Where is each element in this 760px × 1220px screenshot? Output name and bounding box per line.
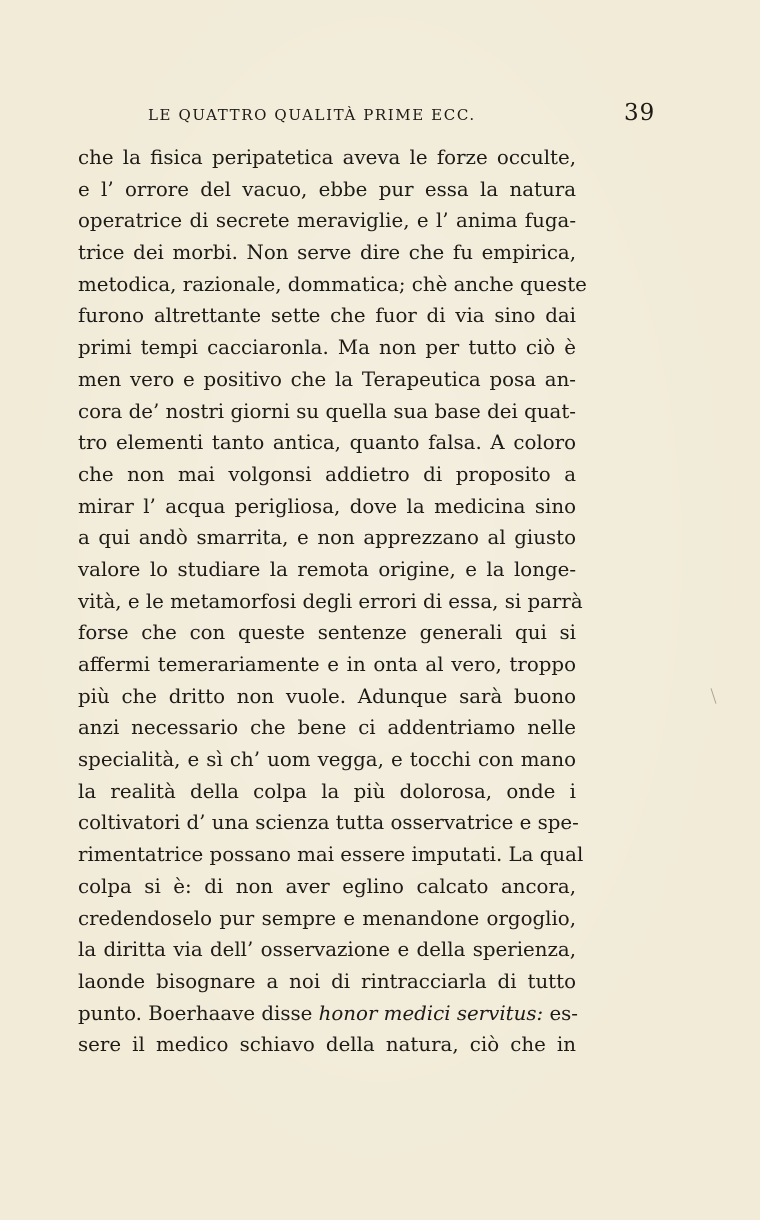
text-line: coltivatori d’ una scienza tutta osservatrice e spe- xyxy=(78,811,579,835)
latin-quote: honor medici servitus: xyxy=(318,1001,544,1025)
text-line: vità, e le metamorfosi degli errori di essa, si parrà xyxy=(78,589,583,613)
text-line: affermi temerariamente e in onta al vero, troppo xyxy=(78,653,576,676)
text-line: forse che con queste sentenze generali qui si xyxy=(78,621,576,645)
text-line xyxy=(78,998,576,1030)
text-line: men vero e positivo che la Terapeutica posa an- xyxy=(78,367,576,391)
text-line: cora de’ nostri giorni su quella sua base dei quat- xyxy=(78,399,576,423)
body-text xyxy=(78,142,587,1061)
text-line: furono altrettante sette che fuor di via sino dai xyxy=(78,304,576,328)
text-line: sere il medico schiavo della natura, ciò che in xyxy=(78,1033,576,1057)
text-line: colpa si è: di non aver eglino calcato ancora, xyxy=(78,874,576,898)
text-line: la diritta via dell’ osservazione e della sperienza, xyxy=(78,938,576,962)
text-line: credendoselo pur sempre e menandone orgoglio, xyxy=(78,906,576,930)
running-head: LE QUATTRO QUALITÀ PRIME ECC. xyxy=(148,106,476,124)
text-line: rimentatrice possano mai essere imputati. La qual xyxy=(78,843,584,867)
text-line: che non mai volgonsi addietro di proposito a xyxy=(78,462,576,486)
text-line: più che dritto non vuole. Adunque sarà buono xyxy=(78,684,576,708)
text-segment: punto. Boerhaave disse xyxy=(78,1001,313,1025)
text-segment: es- xyxy=(549,1001,578,1025)
text-line: valore lo studiare la remota origine, e la longe- xyxy=(78,557,576,581)
text-line: laonde bisognare a noi di rintracciarla di tutto xyxy=(78,969,576,993)
text-line: anzi necessario che bene ci addentriamo nelle xyxy=(78,716,576,740)
text-line: la realità della colpa la più dolorosa, onde i xyxy=(78,779,576,803)
text-line: metodica, razionale, dommatica; chè anche queste xyxy=(78,272,587,296)
text-line: mirar l’ acqua perigliosa, dove la medicina sino xyxy=(78,494,576,518)
text-line: specialità, e sì ch’ uom vegga, e tocchi con mano xyxy=(78,748,576,772)
page-number: 39 xyxy=(624,100,656,126)
margin-mark xyxy=(711,688,717,704)
text-line: a qui andò smarrita, e non apprezzano al giusto xyxy=(78,526,576,550)
text-line: trice dei morbi. Non serve dire che fu empirica, xyxy=(78,241,576,265)
text-line: e l’ orrore del vacuo, ebbe pur essa la natura xyxy=(78,177,576,201)
text-line: operatrice di secrete meraviglie, e l’ anima fuga- xyxy=(78,209,576,233)
text-line: primi tempi cacciaronla. Ma non per tutto ciò è xyxy=(78,336,576,360)
text-line: che la fisica peripatetica aveva le forze occulte, xyxy=(78,146,576,169)
text-line: tro elementi tanto antica, quanto falsa. A coloro xyxy=(78,431,576,455)
